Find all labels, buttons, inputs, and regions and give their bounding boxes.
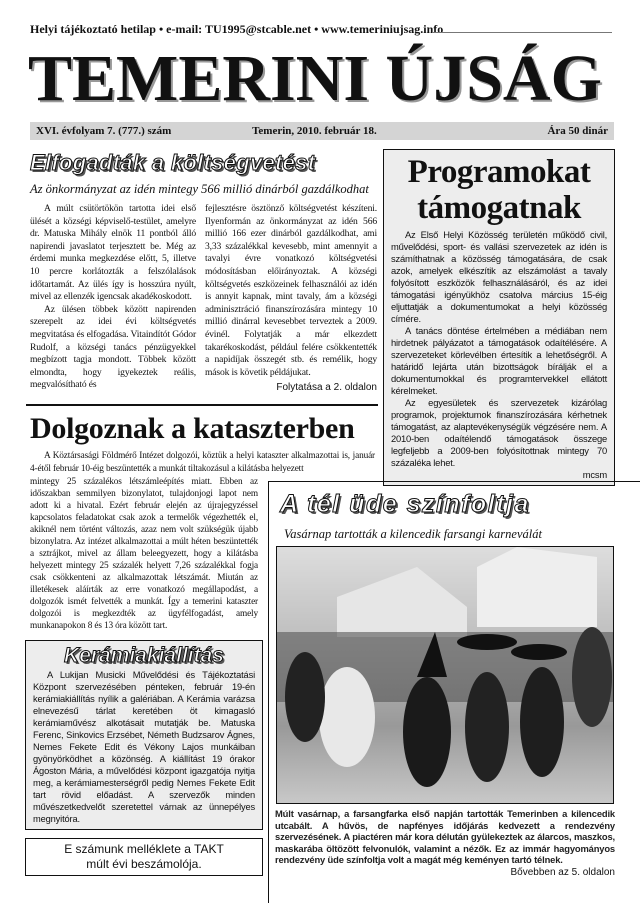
issue-number: XVI. évfolyam 7. (777.) szám bbox=[36, 125, 172, 137]
paragraph: Az Első Helyi Közösség területén működő civil, művelődési, sport- és vallási szervezetek az idén is számíthatnak a közösség támogatására, de csak azok, amelyek elkészítik az elszámolást a tavaly folyósított eszközök felhasználásáról, és az idei támogatási igényükhöz csatolva március 15-éig eljuttatják a dokumentumokat a helyi közösség címére. bbox=[391, 229, 607, 324]
issue-info-bar bbox=[30, 122, 614, 140]
article-ceramics-body: A Lukijan Musicki Művelődési és Tájékoztatási Központ szervezésében pénteken, február 19-én kerámiakiállítás nyílik a galériában. A Kerámia varázsa elnevezésű tárlat keretében öt kimagasló kerámiaművész alkotásait mutatják be. Matuska Ferenc, Sinkovics Erzsébet, Németh Budzsarov Ágnes, Nemes Fekete Edit és Vékony Lajos munkáiban gyönyörködhet a közönség. A kiállítást 19 órakor Ágoston Mária, a művelődési központ igazgatója nyitja meg, a kerámiamesterségről pedig Nemes Fekete Edit tart rövid előadást. A szervezők minden művészetkedvelőt szeretettel várnak az ünnepélyes megnyitóra. bbox=[33, 670, 255, 824]
continued-link[interactable]: Bővebben az 5. oldalon bbox=[510, 866, 615, 878]
paragraph: Az ülésen többek között napirenden szerepelt az idei évi költségvetés megvitatása és elfogadása. Vitaindítót Gódor Rudolf, a községi tanács pénzügyekkel megbízott tagja mondott. Többek között elmondta, hogy igyekeztek reális, megvalósítható és bbox=[30, 303, 196, 391]
photo-scene bbox=[277, 547, 614, 804]
article-budget-col1 bbox=[30, 203, 196, 392]
article-ceramics-headline: Kerámiakiállítás bbox=[64, 644, 224, 667]
paragraph: Az egyesületek és szervezetek kizárólag programok, projektumok finanszírozására kérhetnek támogatást, az alaptevékenységük végzésére nem. A 2010-ben odaítélendő támogatások összege legfeljebb a 2009-ben folyósítottnak mintegy 70 százaléka lehet. bbox=[391, 397, 607, 468]
article-cadastre-intro: A Köztársasági Földmérő Intézet dolgozói, köztük a helyi kataszter alkalmazottai is, január 4-étől február 10-éig beszüntették a munkát tiltakozásul a kilátásba helyezett bbox=[30, 451, 375, 474]
notice-line: E számunk melléklete a TAKT bbox=[64, 842, 224, 856]
article-budget-col2 bbox=[205, 203, 377, 393]
paragraph: fejlesztésre ösztönző költségvetést készíteni. Ilyenformán az önkormányzat az idén 566 millió 166 ezer dinárból gazdálkodhat, ami 3,33 százalékkal kevesebb, mint amennyit a tavalyi évre vonatkozó költségvetési módosításban előirányoztak. A községi költségvetés eszközeinek felhasználói az idén is annyit kapnak, mint tavaly, ám a községi adminisztráció finanszírozására mintegy 10 millió dinárral kevesebbet terveztek a 2009. évinél. Folytatják a már elkezdett takarékoskodást, például felére csökkentették a napidíjak összegét stb. és remélik, hogy mások is követik példájukat. bbox=[205, 203, 377, 378]
article-cadastre-body: mintegy 25 százalékos létszámleépítés miatt. Ebben az időszakban semmilyen bizonylatot, tulajdonjogi lapot nem adott ki a hivatal. Ezért február elején az újrajegyzéssel kapcsolatos feladatokat csak azok a termelők végezhették el, akiknél nem történt változás, azaz nem volt szükségük újabb bizonylatra. Az intézet alkalmazottai a múlt héten beszüntették a sztrájkot, mivel az állam beleegyezett, hogy a kilátásba helyezett mintegy 25 százalék helyett 7,26 százalékkal fogja csak csökkenteni az alkalmazottak létszámát. Miután az illetékesek aláírták az erre vonatkozó megállapodást, a dolgozók ismét felvették a munkát. Így a temerini kataszter dolgozói is megkezdték az ügyfélfogadást, amely munkanapokon 8 és 13 óra között tart. bbox=[30, 477, 258, 631]
issue-price: Ára 50 dinár bbox=[547, 125, 608, 137]
notice-line: múlt évi beszámolója. bbox=[86, 857, 202, 871]
left-lower-column bbox=[25, 476, 263, 876]
article-programs-headline: Programokat támogatnak bbox=[407, 154, 591, 226]
article-budget-subtitle: Az önkormányzat az idén mintegy 566 millió dinárból gazdálkodhat bbox=[30, 182, 369, 196]
supplement-notice bbox=[25, 838, 263, 876]
article-ceramics-box bbox=[25, 640, 263, 830]
caption-block bbox=[275, 808, 615, 878]
tagline: Helyi tájékoztató hetilap • e-mail: TU1995@stcable.net • www.temeriniujsag.info bbox=[30, 22, 444, 36]
article-carnival-headline: A tél üde színfoltja bbox=[280, 490, 530, 518]
article-budget-headline: Elfogadták a költségvetést bbox=[30, 150, 316, 175]
continued-link[interactable]: Folytatása a 2. oldalon bbox=[276, 382, 377, 394]
carnival-photo bbox=[276, 546, 614, 804]
article-cadastre-headline: Dolgoznak a kataszterben bbox=[30, 412, 355, 445]
article-programs-box bbox=[383, 149, 615, 486]
author: mcsm bbox=[582, 469, 607, 480]
issue-date: Temerin, 2010. február 18. bbox=[252, 125, 377, 137]
tagline-rule bbox=[432, 32, 612, 33]
masthead-title: TEMERINI ÚJSÁG bbox=[28, 42, 602, 115]
article-carnival-subtitle: Vasárnap tartották a kilencedik farsangi karneválát bbox=[284, 527, 542, 541]
divider bbox=[26, 404, 378, 406]
paragraph: A tanács döntése értelmében a médiában nem hirdetnek pályázatot a támogatások odaítélésére. A szervezeteket körlevélben értesítik a lehetőségről. A határidő lejárta után bizottságok bírálják el a dokumentumokkal és programtervekkel ellátott kérelmeket. bbox=[391, 325, 607, 396]
paragraph: A múlt csütörtökön tartotta idei első ülését a községi képviselő-testület, amelyre dr. Matuska Mihály elnök 11 pontból álló napirendi javaslatot terjesztett be. Még az érdemi munka megkezdése előtt, 5, illetve 10 percre korlátozták a felszólalások időtartamát. Az ülés így is hosszúra nyúlt, mivel az ellenzék igencsak akadékoskodott. bbox=[30, 203, 196, 303]
photo-caption: Múlt vasárnap, a farsangfarka első napján tartották Temerinben a kilencedik utcabált. A hűvös, de napfényes időjárás kedvezett a rendezvény szervezésének. A piactéren már kora délután gyülekeztek az álarcos, maszkos, maskarába öltözött felvonulók, valamint a nézők. Ez az immár hagyományos rendezvény üde színfoltja volt a magát még keményen tartó télnek. bbox=[275, 808, 615, 866]
